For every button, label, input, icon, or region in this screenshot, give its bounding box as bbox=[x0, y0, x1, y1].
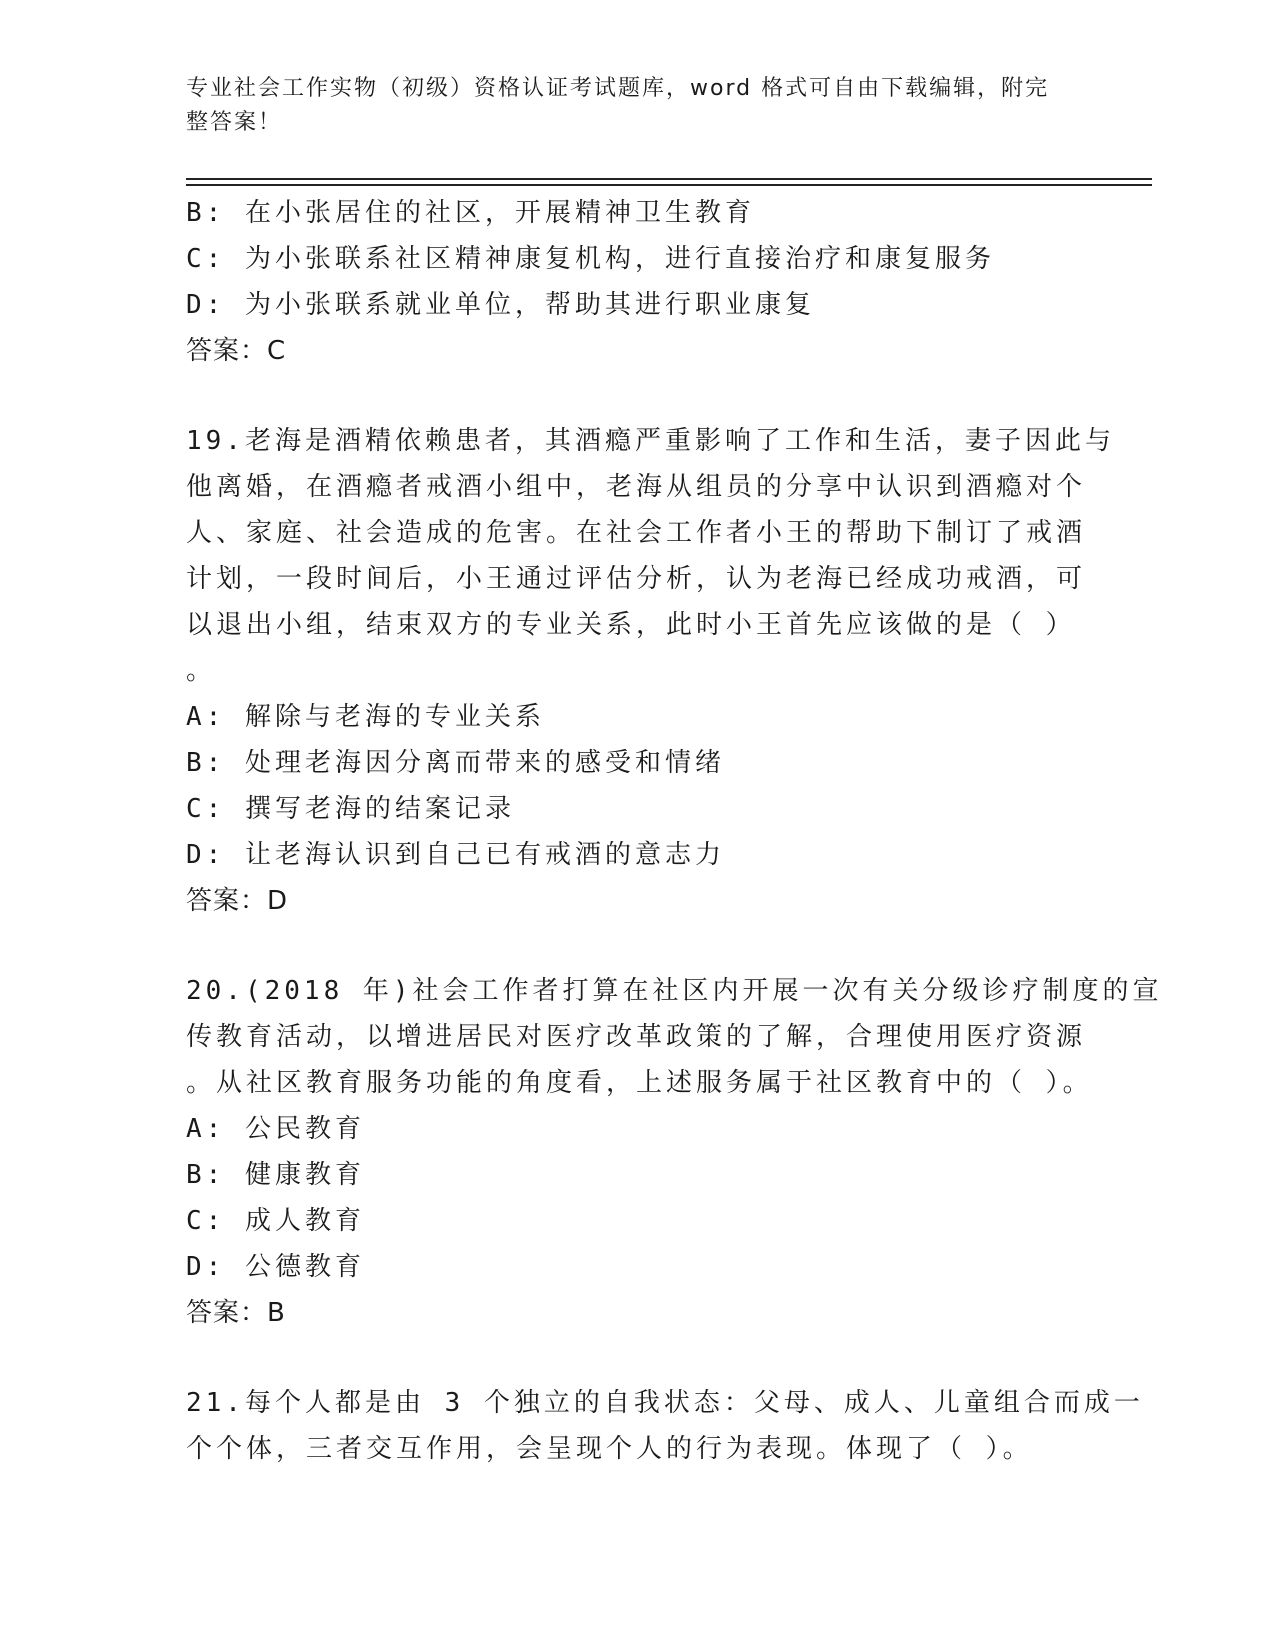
option-c: C: 撰写老海的结案记录 bbox=[186, 794, 515, 824]
question-20-options bbox=[186, 1106, 1086, 1290]
question-19-line: 19.老海是酒精依赖患者，其酒瘾严重影响了工作和生活，妻子因此与 bbox=[186, 426, 1115, 456]
header-line-2: 整答案！ bbox=[186, 110, 283, 135]
question-19-line: 以退出小组，结束双方的专业关系，此时小王首先应该做的是（ ） bbox=[186, 610, 1076, 640]
option-a: A: 解除与老海的专业关系 bbox=[186, 702, 545, 732]
option-b: B: 健康教育 bbox=[186, 1160, 365, 1190]
option-c: C: 为小张联系社区精神康复机构，进行直接治疗和康复服务 bbox=[186, 244, 995, 274]
question-19-line: 计划，一段时间后，小王通过评估分析，认为老海已经成功戒酒，可 bbox=[186, 564, 1087, 594]
option-a: A: 公民教育 bbox=[186, 1114, 365, 1144]
question-content bbox=[186, 190, 1163, 1472]
header-line-1: 专业社会工作实物（初级）资格认证考试题库，word 格式可自由下载编辑，附完 bbox=[186, 76, 1050, 101]
option-d: D: 让老海认识到自己已有戒酒的意志力 bbox=[186, 840, 725, 870]
question-19-line: 。 bbox=[186, 656, 217, 686]
option-d: D: 为小张联系就业单位，帮助其进行职业康复 bbox=[186, 290, 815, 320]
option-b: B: 在小张居住的社区，开展精神卫生教育 bbox=[186, 198, 755, 228]
header-rule-top bbox=[186, 178, 1152, 180]
option-c: C: 成人教育 bbox=[186, 1206, 365, 1236]
question-19-answer: 答案：D bbox=[186, 886, 289, 916]
question-19-text bbox=[186, 418, 1115, 694]
question-20-line: 传教育活动，以增进居民对医疗改革政策的了解，合理使用医疗资源 bbox=[186, 1022, 1087, 1052]
question-21-line: 21.每个人都是由 3 个独立的自我状态：父母、成人、儿童组合而成一 bbox=[186, 1388, 1144, 1418]
option-d: D: 公德教育 bbox=[186, 1252, 365, 1282]
question-21-line: 个个体，三者交互作用，会呈现个人的行为表现。体现了（ ）。 bbox=[186, 1434, 1033, 1464]
option-b: B: 处理老海因分离而带来的感受和情绪 bbox=[186, 748, 725, 778]
page-header bbox=[186, 72, 1066, 140]
question-20-line: 。从社区教育服务功能的角度看，上述服务属于社区教育中的（ ）。 bbox=[186, 1068, 1093, 1098]
question-20-text bbox=[186, 968, 1163, 1106]
question-18-answer: 答案：C bbox=[186, 336, 287, 366]
question-21-text bbox=[186, 1380, 1144, 1472]
question-20-line: 20.(2018 年)社会工作者打算在社区内开展一次有关分级诊疗制度的宣 bbox=[186, 976, 1163, 1006]
question-20-answer: 答案：B bbox=[186, 1298, 286, 1328]
question-19-options bbox=[186, 694, 1086, 878]
question-18-options bbox=[186, 190, 1086, 328]
header-rule-bottom bbox=[186, 184, 1152, 186]
question-19-line: 人、家庭、社会造成的危害。在社会工作者小王的帮助下制订了戒酒 bbox=[186, 518, 1087, 548]
question-19-line: 他离婚，在酒瘾者戒酒小组中，老海从组员的分享中认识到酒瘾对个 bbox=[186, 472, 1087, 502]
